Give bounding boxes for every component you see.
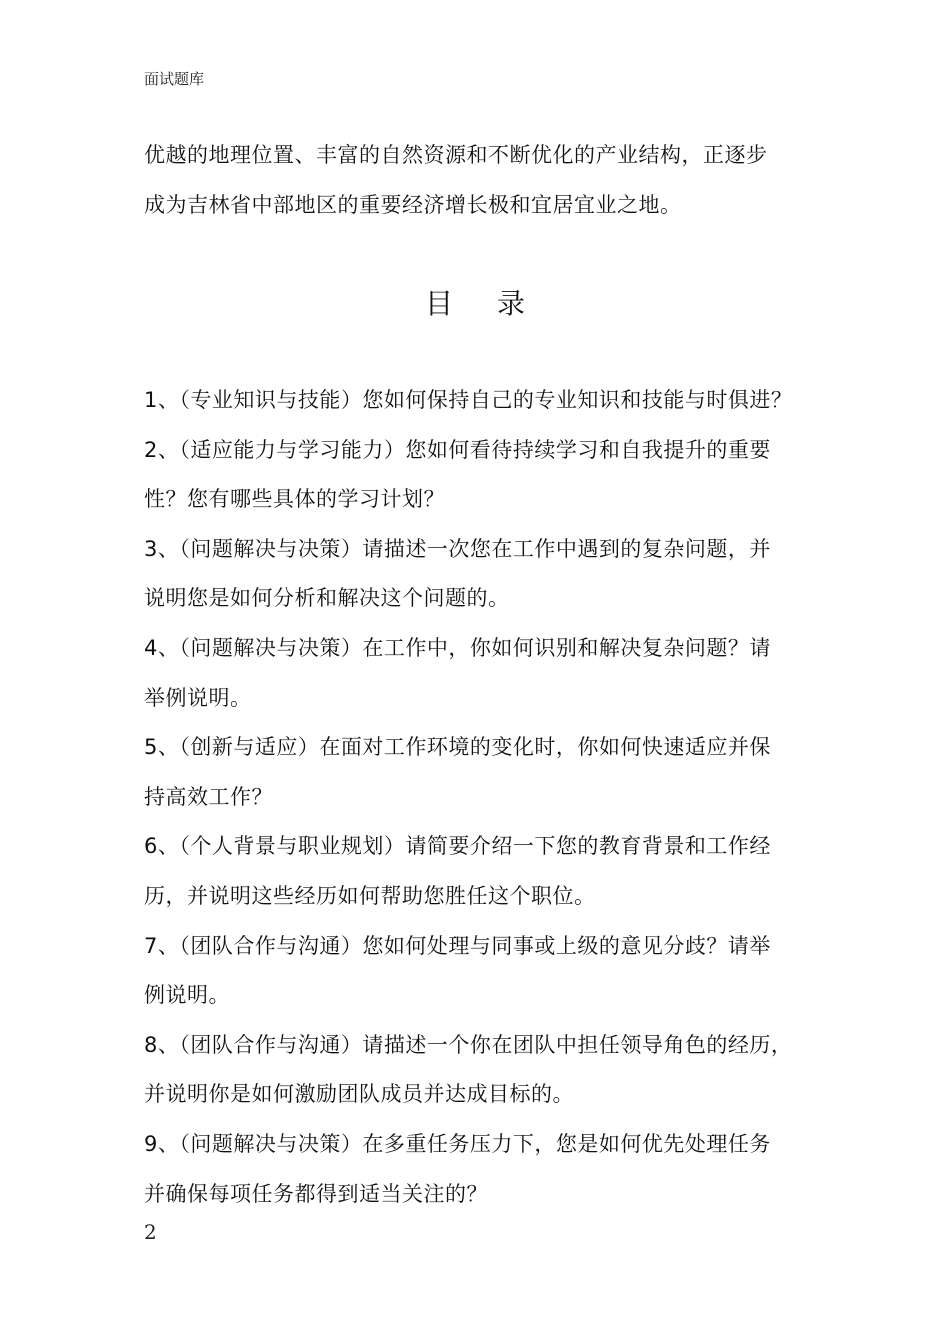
toc-line: 并说明你是如何激励团队成员并达成目标的。	[144, 1082, 574, 1107]
intro-paragraph	[144, 130, 824, 230]
toc-line: 举例说明。	[144, 685, 252, 710]
intro-line: 优越的地理位置、丰富的自然资源和不断优化的产业结构，正逐步	[144, 143, 768, 167]
toc-line: 4、（问题解决与决策）在工作中，你如何识别和解决复杂问题？请	[144, 635, 771, 660]
toc-line: 例说明。	[144, 983, 230, 1008]
page-number: 2	[144, 1220, 157, 1244]
toc-line: 说明您是如何分析和解决这个问题的。	[144, 586, 510, 611]
toc-line: 3、（问题解决与决策）请描述一次您在工作中遇到的复杂问题，并	[144, 536, 771, 561]
toc-line: 持高效工作？	[144, 784, 273, 809]
toc-line: 历，并说明这些经历如何帮助您胜任这个职位。	[144, 883, 596, 908]
toc-line: 7、（团队合作与沟通）您如何处理与同事或上级的意见分歧？请举	[144, 933, 771, 958]
toc-line: 并确保每项任务都得到适当关注的？	[144, 1181, 488, 1206]
toc-line: 2、（适应能力与学习能力）您如何看待持续学习和自我提升的重要	[144, 437, 771, 462]
toc-title: 目录	[424, 287, 569, 320]
page-header: 面试题库	[144, 70, 205, 88]
toc-line: 5、（创新与适应）在面对工作环境的变化时，你如何快速适应并保	[144, 735, 771, 760]
toc-line: 8、（团队合作与沟通）请描述一个你在团队中担任领导角色的经历，	[144, 1032, 793, 1057]
toc-line: 9、（问题解决与决策）在多重任务压力下，您是如何优先处理任务	[144, 1131, 771, 1156]
intro-line: 成为吉林省中部地区的重要经济增长极和宜居宜业之地。	[144, 193, 682, 217]
toc-line: 6、（个人背景与职业规划）请简要介绍一下您的教育背景和工作经	[144, 834, 771, 859]
toc-line: 性？您有哪些具体的学习计划？	[144, 487, 445, 512]
toc-list	[144, 376, 834, 1219]
toc-line: 1、（专业知识与技能）您如何保持自己的专业知识和技能与时俱进？	[144, 388, 793, 412]
